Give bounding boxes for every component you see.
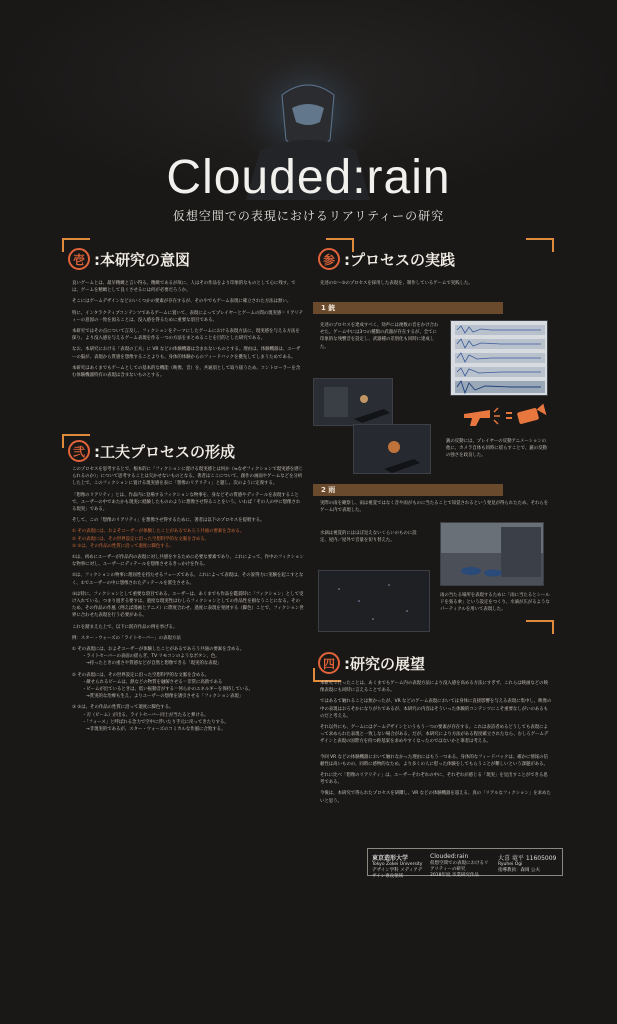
section3-intro: 先述の①〜③のプロセスを採用した表現を、制作しているゲームで実践した。 bbox=[320, 281, 473, 286]
section2-paragraph: 「想像のリアリティ」とは、作品内に登場するフィクションな物事を、身などその質感やディテールを表現することで、ユーザーの中であたかも現実に経験したもののように想像させ得ることをいう。いわば「その人の中に想像される現実」である。 bbox=[72, 492, 301, 513]
section3-title: :プロセスの実践 bbox=[344, 250, 455, 269]
section2-paragraph: そして、この「想像のリアリティ」を想像させ得するために、著者は以下のプロセスを提唱する。 bbox=[72, 518, 265, 524]
subsection-rain-bar: 2 雨 bbox=[313, 484, 503, 496]
section1-paragraph: そこにはゲームデザインなどのいくつかの要素が存在するが、そのやでもゲーム表現に確立された方法は無い。 bbox=[72, 299, 292, 305]
game-scene-graphic bbox=[354, 425, 431, 474]
example-line: ・刃（ビーム）が出る、ライトセーバー同士が当たると弾ける。 bbox=[82, 712, 209, 718]
section2-paragraph: ①は、初めにユーザーが作品内の表現に対し共感をするために必要な要素であり、これによって、作中のフィクションな物事に対し、ユーザーにディテールを想像させるきっかけを作る。 bbox=[72, 555, 304, 568]
section4-paragraph: 本研究で行ったことは、あくまでもゲーム内の表現方法により没入感を高める方法にすぎず、これらは映画などの映像表現にも同時に言えることである。 bbox=[320, 681, 548, 694]
rain-text: 実際の雨を観察し、雨は視覚ではなく音や雨がものに当たることで知覚されるという発見が得られたため、それらをゲーム内で表現した。 bbox=[320, 501, 549, 514]
poster-title: Clouded:rain bbox=[166, 151, 451, 204]
game-scene-graphic bbox=[314, 379, 393, 426]
example-line: ・敵せられるビームは、熱などの物質を融解させる＝非常に高熱である bbox=[82, 679, 223, 685]
rain-text-3: 雨の当たる場所を表現するために「雨に当たるとシールドを張る傘」という設定をつくり、水滴が広がるようなパーティクルを用いて表現した。 bbox=[440, 593, 550, 613]
process-step: ② その表現には、その世界設定に沿った空想科学的な文脈を含める。 bbox=[72, 536, 210, 542]
section1-heading bbox=[68, 248, 190, 270]
gun-text: 先述のプロセスを達成すべく、効声には複数の音をかけ合わせた。ゲーム中には3つの種類の武器が存在するが、全てに印象的な残響音を設定し、武器種の差別化も同時に達成した。 bbox=[320, 323, 439, 350]
section1-paragraph: 特に、インタラクティブコンテンツであるゲームに置いて、表現によってプレイヤーとゲームの間の現実感＝リアリティーの意図の一致を図ることは、没入感を得るために重要な項目である。 bbox=[72, 310, 303, 323]
corner-bracket bbox=[526, 620, 554, 634]
rain-screenshot-2 bbox=[318, 570, 430, 632]
example-line: ① その表現には、およそユーザーが体験したことがあるであろう共通の要素を含める。 bbox=[72, 647, 245, 653]
example-line: ・「フォース」と呼ばれる念力で空中に浮いたり手元に戻ってきたりする。 bbox=[82, 719, 229, 725]
example-line: →非現実的であるが、スター・ウォーズのコミカルな作風に合致する。 bbox=[86, 727, 226, 733]
rain-screenshot-1 bbox=[440, 522, 544, 586]
university-name: 東京造形大学 bbox=[372, 855, 409, 862]
subsection-gun-bar: 1 銃 bbox=[313, 302, 503, 314]
corner-bracket bbox=[526, 238, 554, 252]
rain-droplets-graphic bbox=[319, 571, 430, 632]
example-line: ・ライトセーバーの表面の揺らぎ、TV リモコンのようなボタン、色。 bbox=[82, 654, 220, 660]
section1-paragraph: 本研究ではその点について言及し、フィクションをテーマにしたゲームにおける表現方法に、現実感を与える方法を探り、より没入感を与えるゲーム表現を作る一つの方法をまとめることを目的とした研究である。 bbox=[72, 329, 300, 342]
example-line: →質実的な治療も生え、よりユーザーの想像を誘引させる「フィクション表現」 bbox=[86, 694, 244, 700]
section2-paragraph: このプロセスを思考するとで、根本的に「フィクションに置ける現実感とは何か（≒なぜフィクションで現実感を感じられるのか）」について思考することは欠かせないものとなる。著者はここについて、創作の画面やゲームなどを分析した上で、このフィクションに置ける現実感を表に「想像のリアリティ」と題し、次のように定義する。 bbox=[72, 467, 304, 487]
section2-body bbox=[72, 466, 304, 737]
section1-title: :本研究の意図 bbox=[94, 250, 190, 269]
gun-screenshot-1 bbox=[313, 378, 393, 426]
section1-badge: 壱 bbox=[68, 248, 90, 270]
footer-info-box bbox=[367, 848, 563, 879]
section4-body bbox=[320, 680, 552, 809]
process-step: ① その表現には、およそユーザーが体験したことがあるであろう共通の要素を含める。 bbox=[72, 529, 245, 535]
section4-paragraph: それ以外にも、ゲームにはゲームデザインというもう一つの要素が存在する。これは表詩者めるどうしても表現によって求められた表現と一致しない場合がある。だが、本研究により方法がある程度確立されたなら、むしろゲームデザインと表現の国際方を持つ距基案を求めやすくなったのではないかと筆者は考える。 bbox=[320, 725, 549, 745]
section1-paragraph: 本研究はあくまでもゲームとしての基本的な機能（映像、音）を、共通項として取り扱うため、コントローラーを含む体験機器特有の表現は含まないものとする。 bbox=[72, 365, 301, 379]
project-year: 2018年度 卒業研究作品 bbox=[430, 873, 479, 878]
section3-badge: 参 bbox=[318, 248, 340, 270]
poster-subtitle: 仮想空間での表現におけるリアリティーの研究 bbox=[172, 209, 445, 223]
project-name: Clouded:rain bbox=[430, 853, 469, 860]
section1-paragraph: なお、本研究における「表現の工夫」に VR などの体験機器は含まれないものとする。理由は、体験機器は、ユーザーの脳が、表現から質感を想像することよりも、身体的体験からのフィードバックを優先してしまうためである。 bbox=[72, 347, 301, 360]
section4-paragraph: それに比べ「想像のリアリティ」は、ユーザーそれぞれの中に、それぞれが感じる「現実」を見出すことができる思考である。 bbox=[320, 773, 548, 786]
gun-screenshot-2 bbox=[353, 424, 431, 474]
section2-paragraph: これを踏まえた上で、以下に既存作品の例を挙げる。 bbox=[72, 624, 178, 630]
section2-title: :工夫プロセスの形成 bbox=[94, 442, 235, 461]
section4-badge: 四 bbox=[318, 652, 340, 674]
university-name-en: Tokyo Zokei University bbox=[372, 862, 423, 867]
section3-heading bbox=[318, 248, 455, 270]
section2-paragraph: ③は特に、フィクションとして重要な項目である。ユーザーは、あくまでも作品を鑑賞時に「フィクション」として受け入れている。つまり過ぎる要すは、過度な現実性はむしろフィクションとしての作品性を損なうことになる。そのため、その作品の作風（例えば漫画とアニメ）に際度合わせ、過度に表現を発展する（脚色）ことで、フィクション世界に合わせた表現を行う必要がある。 bbox=[72, 591, 304, 619]
author-name-en: Ryuhei Ogi bbox=[498, 862, 523, 867]
rain-text-2: 水滴は視覚的にはほぼ見えないくらいのものに設定、屋内／屋外で音量を切り替えた。 bbox=[320, 531, 417, 544]
author-name: 大喜 竜平 11605009 bbox=[498, 855, 557, 862]
section4-paragraph: 今回 VR などの体験機器において触れなかった理由にはもう一つある。身体的なフィードバックは、確かに情報の信頼性は高いものの、同時に感物的なため、より多くの人に慰った体験をしてもらうことが難しいという課題がある。 bbox=[320, 754, 548, 767]
project-subtitle: 仮想空間での表現におけるリアリティーの研究 bbox=[430, 861, 489, 872]
section4-heading bbox=[318, 652, 425, 674]
rain-scene-graphic bbox=[441, 523, 544, 586]
section4-title: :研究の展望 bbox=[344, 654, 425, 673]
gun-camera-icon bbox=[460, 400, 550, 430]
section2-badge: 弐 bbox=[68, 440, 90, 462]
example-line: →持ったときの重さや質感などが自然と想像できる「現実的な表現」 bbox=[86, 661, 222, 667]
waveform-graphic bbox=[451, 321, 548, 396]
advisor: 指導教員：森岡 公夫 bbox=[498, 868, 540, 873]
section4-paragraph: 今後は、本研究で得られたプロセスを研鑽し、VR などの体験機器を超える、真の「リアルなフィクション」を求めたいと思う。 bbox=[320, 791, 551, 804]
gun-text-2: 銃の反動には、プレイヤーの反動アニメーションの他に、カメラ自体も同時に揺らすことで、銃の反動の強さを政良した。 bbox=[446, 439, 547, 459]
example-line: ・ビームが出ているときは、低い振動音がする＝何らかのエネルギーを保持している。 bbox=[82, 687, 254, 693]
section2-paragraph: ②は、フィクションの物事に理屈性を持たせるフェーズである。これによって表現は、その説得力に実験を起こすとなく、①でユーザーの中に想像されたディテールを派生させる。 bbox=[72, 573, 304, 586]
example-line: ② その表現には、その世界設定に沿った空想科学的な文脈を含める。 bbox=[72, 672, 210, 678]
department: デザイン学科 メディアデザイン専攻領域 bbox=[372, 868, 423, 879]
process-step: ③ ②は、その作品の性質に沿って適度に脚色する。 bbox=[72, 543, 174, 549]
section2-heading bbox=[68, 440, 235, 462]
section1-body bbox=[72, 280, 304, 383]
section1-paragraph: 良いゲームとは、最早精緻と言い得る。精緻であるが故に、人はその作品をより印象的なものとして心に残す。では、ゲームを精緻として良くさせるには何が必要だろうか。 bbox=[72, 281, 296, 294]
section4-paragraph: ではあるて触れることは無かったが、VR などのゲーム表現においては身体に直接影響を与える表現に集中し、映像の中の表現はおろそかになりがちであるが、本研究の内容はそういった体験的コンテンツにこそ重要なしがいのあるものだと考える。 bbox=[320, 699, 552, 719]
example-title: 例：スター・ウォーズの「ライトセーバー」の表現方法 bbox=[72, 635, 181, 641]
waveform-screenshot bbox=[450, 320, 548, 396]
example-line: ③ ②は、その作品の性質に沿って適度に脚色する。 bbox=[72, 705, 174, 711]
